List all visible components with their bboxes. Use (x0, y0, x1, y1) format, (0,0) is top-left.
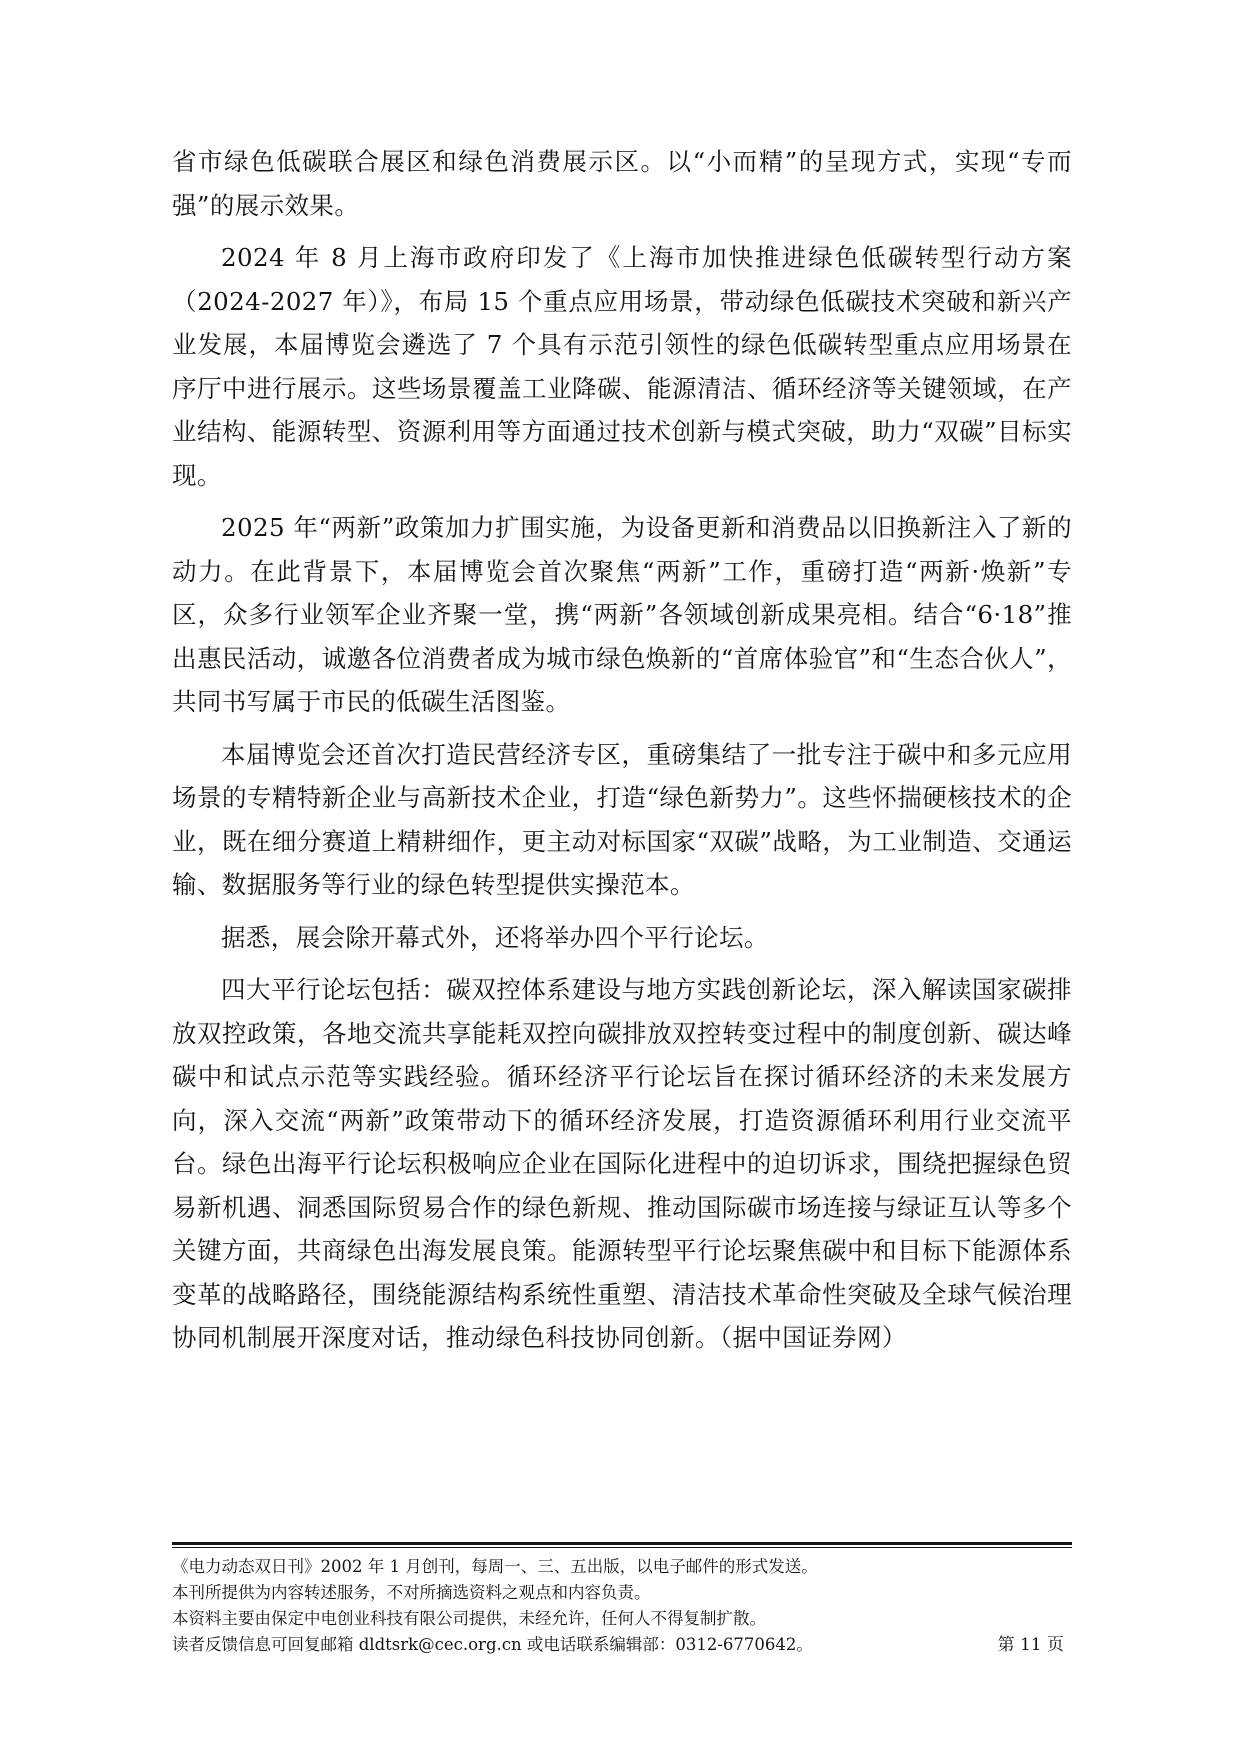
page-footer (172, 1542, 1072, 1658)
paragraph-private-economy-zone: 本届博览会还首次打造民营经济专区，重磅集结了一批专注于碳中和多元应用场景的专精特新企业与高新技术企业，打造“绿色新势力”。这些怀揣硬核技术的企业，既在细分赛道上精耕细作，更主动对标国家“双碳”战略，为工业制造、交通运输、数据服务等行业的绿色转型提供实操范本。 (172, 739, 1072, 899)
paragraph-action-plan: 2024 年 8 月上海市政府印发了《上海市加快推进绿色低碳转型行动方案（2024-2027 年）》，布局 15 个重点应用场景，带动绿色低碳技术突破和新兴产业发展，本届博览会遴选了 7 个具有示范引领性的绿色低碳转型重点应用场景在序厅中进行展示。这些场景覆盖工业降碳、能源清洁、循环经济等关键领域，在产业结构、能源转型、资源利用等方面通过技术创新与模式突破，助力“双碳”目标实现。 (172, 243, 1072, 490)
footer-contact-row (172, 1632, 1072, 1658)
paragraph-two-new-policy: 2025 年“两新”政策加力扩围实施，为设备更新和消费品以旧换新注入了新的动力。在此背景下，本届博览会首次聚焦“两新”工作，重磅打造“两新·焕新”专区，众多行业领军企业齐聚一堂，携“两新”各领域创新成果亮相。结合“6·18”推出惠民活动，诚邀各位消费者成为城市绿色焕新的“首席体验官”和“生态合伙人”，共同书写属于市民的低碳生活图鉴。 (172, 513, 1072, 716)
footer-divider-thin (172, 1547, 1072, 1548)
footer-contact: 读者反馈信息可回复邮箱 dldtsrk@cec.org.cn 或电话联系编辑部：0312-6770642。 (172, 1635, 813, 1654)
footer-disclaimer: 本刊所提供为内容转述服务，不对所摘选资料之观点和内容负责。 (172, 1583, 651, 1602)
page-number: 第 11 页 (997, 1635, 1064, 1655)
paragraph-forums-intro: 据悉，展会除开幕式外，还将举办四个平行论坛。 (221, 922, 769, 952)
footer-divider-thick (172, 1542, 1072, 1545)
paragraph-continuation: 省市绿色低碳联合展区和绿色消费展示区。以“小而精”的呈现方式，实现“专而强”的展示效果。 (172, 147, 1072, 220)
article-body (172, 140, 1072, 1369)
footer-copyright: 本资料主要由保定中电创业科技有限公司提供，未经允许，任何人不得复制扩散。 (172, 1609, 766, 1628)
footer-publication-info: 《电力动态双日刊》2002 年 1 月创刊，每周一、三、五出版，以电子邮件的形式发送。 (172, 1557, 818, 1576)
paragraph-forums-detail: 四大平行论坛包括：碳双控体系建设与地方实践创新论坛，深入解读国家碳排放双控政策，各地交流共享能耗双控向碳排放双控转变过程中的制度创新、碳达峰碳中和试点示范等实践经验。循环经济平行论坛旨在探讨循环经济的未来发展方向，深入交流“两新”政策带动下的循环经济发展，打造资源循环利用行业交流平台。绿色出海平行论坛积极响应企业在国际化进程中的迫切诉求，围绕把握绿色贸易新机遇、洞悉国际贸易合作的绿色新规、推动国际碳市场连接与绿证互认等多个关键方面，共商绿色出海发展良策。能源转型平行论坛聚焦碳中和目标下能源体系变革的战略路径，围绕能源结构系统性重塑、清洁技术革命性突破及全球气候治理协同机制展开深度对话，推动绿色科技协同创新。（据中国证券网） (172, 975, 1072, 1352)
